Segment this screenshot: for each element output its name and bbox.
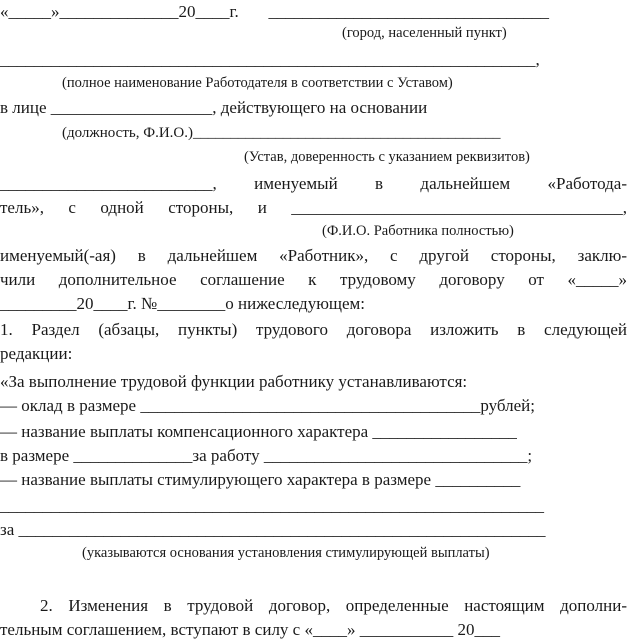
employee-name-line: тель», с одной стороны, и _______________________________________,: [0, 198, 627, 217]
contract-number-line: _________20____г. №________о нижеследующем:: [0, 294, 366, 313]
basis-caption: (Устав, доверенность с указанием реквизитов): [244, 149, 530, 165]
date-city-line: «_____»______________20____г. _________________________________: [0, 2, 550, 21]
employer-caption: (полное наименование Работодателя в соответствии с Уставом): [62, 75, 453, 91]
item-2-line-1: 2. Изменения в трудовой договор, определенные настоящим дополни-: [40, 596, 627, 615]
stimulating-basis-caption: (указываются основания установления стимулирующей выплаты): [82, 545, 490, 561]
hereinafter-employer-line: _________________________, именуемый в дальнейшем «Работода-: [0, 174, 627, 193]
city-caption: (город, населенный пункт): [342, 25, 507, 41]
salary-line: — оклад в размере ________________________________________рублей;: [0, 396, 535, 415]
blank-fill-line: ________________________________________________________________: [0, 496, 544, 515]
compensation-amount-line: в размере ______________за работу _______________________________;: [0, 446, 533, 465]
item-2-line-2: тельным соглашением, вступают в силу с «____» ___________ 20___: [0, 620, 500, 639]
quote-intro-line: «За выполнение трудовой функции работнику устанавливаются:: [0, 372, 468, 391]
position-name-line: (должность, Ф.И.О.)_________________________________________: [62, 125, 501, 141]
represented-by-line: в лице ___________________, действующего на основании: [0, 98, 428, 117]
compensation-payment-line: — название выплаты компенсационного характера _________________: [0, 422, 517, 441]
stimulating-basis-line: за ______________________________________________________________: [0, 520, 546, 539]
stimulating-payment-line: — название выплаты стимулирующего характера в размере __________: [0, 470, 521, 489]
item-1-line-1: 1. Раздел (абзацы, пункты) трудового договора изложить в следующей: [0, 320, 627, 339]
employer-name-line: _______________________________________________________________,: [0, 50, 540, 69]
employee-caption: (Ф.И.О. Работника полностью): [322, 223, 514, 239]
named-employee-line: именуемый(-ая) в дальнейшем «Работник», с другой стороны, заклю-: [0, 246, 627, 265]
concluded-agreement-line: чили дополнительное соглашение к трудовому договору от «_____»: [0, 270, 627, 289]
item-1-line-2: редакции:: [0, 344, 73, 363]
